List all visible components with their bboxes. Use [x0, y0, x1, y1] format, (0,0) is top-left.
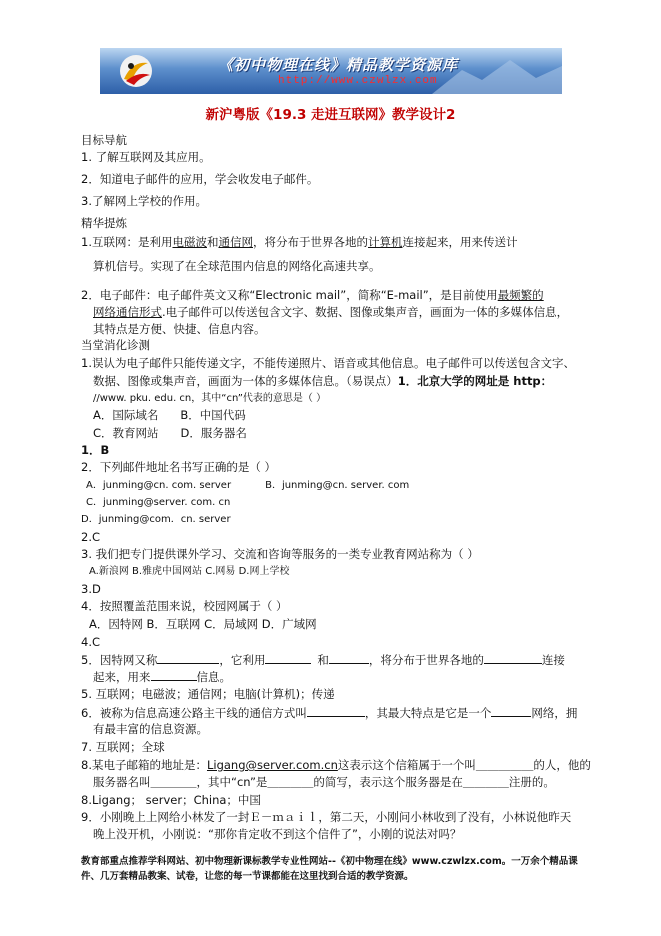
q1-line2: 数据、图像或集声音，画面为一体的多媒体信息。（易误点）1．北京大学的网址是 http： [93, 374, 553, 388]
q2-options-ab: A．junming@cn. com. server B．junming@cn. server. com [86, 480, 410, 491]
q6-line1: 6．被称为信息高速公路主干线的通信方式叫 ，其最大特点是它是一个 网络，拥 [81, 706, 578, 720]
site-logo-icon [118, 53, 154, 89]
q1-options-cd: C．教育网站 D．服务器名 [93, 426, 247, 440]
footer-note [81, 854, 581, 884]
q8-line1: 9．小刚晚上上网给小林发了一封Ｅ－ｍａｉｌ，第二天，小刚问小林收到了没有，小林说他昨天 [81, 810, 572, 824]
q4-question: 4．按照覆盖范围来说，校园网属于（ ） [81, 599, 288, 613]
essential-email-line3: 其特点是方便、快捷、信息内容。 [93, 322, 266, 336]
q3-answer: 3.D [81, 582, 101, 596]
q6-answer: 7. 互联网；全球 [81, 740, 165, 754]
q2-option-d: D．junming@com．cn. server [81, 514, 231, 525]
q2-question: 2．下列邮件地址名书写正确的是（ ） [81, 460, 276, 474]
q5-line1: 5．因特网又称 ，它利用 和 ，将分布于世界各地的 连接 [81, 653, 565, 667]
essential-email-line1: 2．电子邮件：电子邮件英文又称“Electronic mail”，简称“E-mail”，是目前使用最频繁的 [81, 288, 544, 302]
q7-line1: 8.某电子邮箱的地址是：Ligang@server.com.cn这表示这个信箱属于一个叫＿＿＿＿＿的人，他的 [81, 758, 591, 772]
q3-options: A.新浪网 B.雅虎中国网站 C.网易 D.网上学校 [89, 566, 290, 577]
header-banner [100, 48, 562, 94]
q3-question: 3. 我们把专门提供课外学习、交流和咨询等服务的一类专业教育网站称为（ ） [81, 547, 479, 561]
q4-answer: 4.C [81, 635, 101, 649]
q1-line1: 1.误认为电子邮件只能传递文字，不能传递照片、语音或其他信息。电子邮件可以传送包含文字、 [81, 356, 575, 370]
footer-line-1: 教育部重点推荐学科网站、初中物理新课标教学专业性网站--《初中物理在线》www.czwlzx.com。一万余个精品课 [81, 856, 578, 867]
banner-url: http://www.czwlzx.com [278, 75, 438, 87]
essential-internet-line2: 算机信号。实现了在全球范围内信息的网络化高速共享。 [93, 259, 381, 273]
footer-line-2: 件、几万套精品教案、试卷，让您的每一节课都能在这里找到合适的教学资源。 [81, 871, 414, 882]
q6-line2: 有最丰富的信息资源。 [93, 722, 208, 736]
goal-item-2: 2．知道电子邮件的应用，学会收发电子邮件。 [81, 172, 319, 186]
page-title: 新沪粤版《19.3 走进互联网》教学设计2 [205, 107, 456, 123]
banner-title: 《初中物理在线》精品教学资源库 [218, 56, 459, 74]
section-heading-goals: 目标导航 [81, 133, 127, 147]
q2-answer: 2.C [81, 530, 101, 544]
q1-options-ab: A．国际域名 B．中国代码 [93, 408, 246, 422]
q2-option-c: C．junming@server. com. cn [86, 497, 231, 508]
q5-answer: 5. 互联网；电磁波；通信网；电脑(计算机)；传递 [81, 687, 335, 701]
q1-answer: 1．B [81, 443, 110, 457]
q4-options: A．因特网 B．互联网 C．局域网 D．广域网 [89, 617, 317, 631]
section-heading-essentials: 精华提炼 [81, 216, 127, 230]
q7-answer: 8.Ligang； server；China；中国 [81, 793, 261, 807]
goal-item-1: 1. 了解互联网及其应用。 [81, 150, 211, 164]
q7-line2: 服务器名叫＿＿＿＿，其中“cn”是＿＿＿＿的简写，表示这个服务器是在＿＿＿＿注册的。 [93, 775, 555, 789]
essential-email-line2: 网络通信形式.电子邮件可以传送包含文字、数据、图像或集声音，画面为一体的多媒体信息， [93, 305, 569, 319]
q1-line3: //www. pku. edu. cn，其中“cn”代表的意思是（ ） [93, 393, 327, 404]
section-heading-quiz: 当堂消化诊测 [81, 338, 150, 352]
q8-line2: 晚上没开机，小刚说：“那你肯定收不到这个信件了”，小刚的说法对吗？ [93, 827, 462, 841]
essential-internet-line1: 1.互联网：是利用电磁波和通信网，将分布于世界各地的计算机连接起来，用来传送计 [81, 235, 518, 249]
goal-item-3: 3.了解网上学校的作用。 [81, 194, 207, 208]
q5-line2: 起来，用来 信息。 [93, 670, 231, 684]
